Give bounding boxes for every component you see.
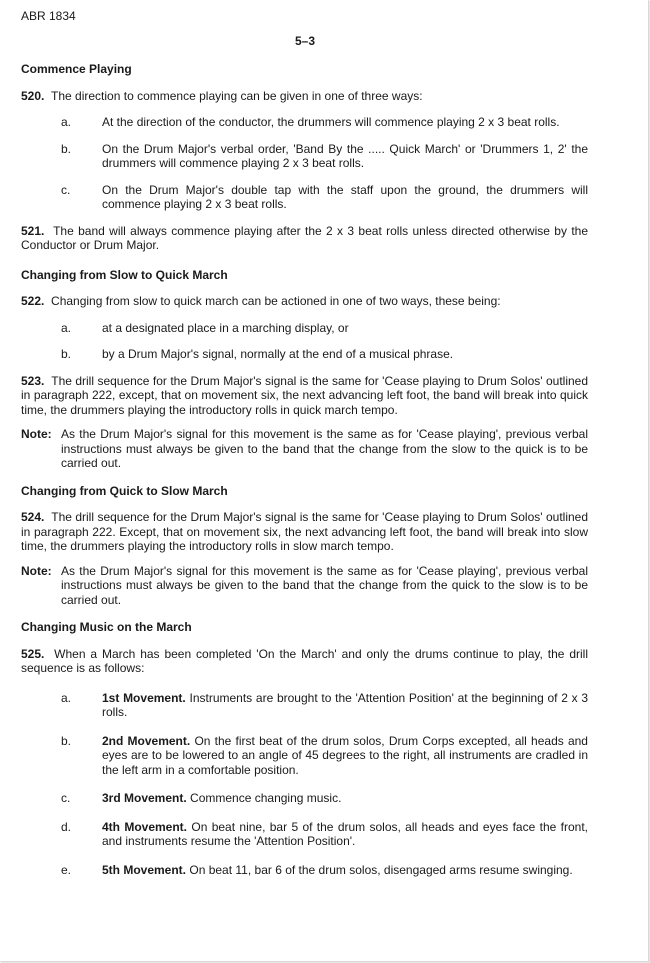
paragraph-number: 525. xyxy=(21,646,45,661)
movement-text: On the first beat of the drum solos, Drum Corps excepted, all heads and eyes are to be lowered to an angle of 45 degrees to the right, all instruments are cradled in the left arm in a comfortable position. xyxy=(102,733,588,777)
movement-title: 4th Movement. xyxy=(102,819,188,834)
paragraph-text: The band will always commence playing after the 2 x 3 beat rolls unless directed otherwise by the Conductor or Drum Major. xyxy=(21,223,588,252)
list-item-text: On the Drum Major's double tap with the staff upon the ground, the drummers will commence playing 2 x 3 beat rolls. xyxy=(102,182,588,211)
paragraph-text: Changing from slow to quick march can be actioned in one of two ways, these being: xyxy=(51,294,501,308)
paragraph-524 xyxy=(21,510,588,554)
list-item-text: On the Drum Major's verbal order, 'Band By the ..... Quick March' or 'Drummers 1, 2' the drummers will commence playing 2 x 3 beat rolls. xyxy=(102,141,588,170)
movement-text: On beat nine, bar 5 of the drum solos, all heads and eyes face the front, and instruments resume the 'Attention Position'. xyxy=(102,819,588,848)
list-item-text: by a Drum Major's signal, normally at the end of a musical phrase. xyxy=(102,347,454,361)
paragraph-523 xyxy=(21,374,588,418)
list-item-text: At the direction of the conductor, the drummers will commence playing 2 x 3 beat rolls. xyxy=(102,115,560,129)
paragraph-text: The drill sequence for the Drum Major's signal is the same for 'Cease playing to Drum Solos' outlined in paragraph 222. Except, that on movement six, the next advancing left foot, the band will break into slow time, the drummers playing the introductory rolls in slow march tempo. xyxy=(21,510,589,553)
note-text: As the Drum Major's signal for this movement is the same as for 'Cease playing', previous verbal instructions must always be given to the band that the change from the slow to the quick is to be carried out. xyxy=(61,427,588,470)
list-item-label: b. xyxy=(61,141,72,156)
list-item-label: c. xyxy=(61,182,71,197)
list-item-label: b. xyxy=(61,347,72,361)
list-item xyxy=(61,115,588,130)
list-item xyxy=(61,347,588,362)
paragraph-525 xyxy=(21,647,588,676)
movement-title: 5th Movement. xyxy=(102,862,187,877)
note-text: As the Drum Major's signal for this movement is the same as for 'Cease playing', previous verbal instructions must always be given to the band that the change from the quick to the slow is to be carried out. xyxy=(61,563,588,607)
page-content xyxy=(21,59,588,877)
list-item-text: at a designated place in a marching display, or xyxy=(102,320,349,335)
movement-item xyxy=(61,863,588,878)
note-label: Note: xyxy=(21,427,52,441)
list-item-label: a. xyxy=(61,690,72,705)
note-quick-to-slow xyxy=(21,564,588,608)
paragraph-number: 522. xyxy=(21,294,45,308)
list-item-label: b. xyxy=(61,733,72,748)
movement-item xyxy=(61,791,588,806)
paragraph-number: 521. xyxy=(21,223,45,238)
paragraph-text: The drill sequence for the Drum Major's signal is the same for 'Cease playing to Drum Solos' outlined in paragraph 222, except, that on movement six, the next advancing left foot, the band will break into quick time, the drummers playing the introductory rolls in quick march tempo. xyxy=(21,373,589,417)
movement-text: On beat 11, bar 6 of the drum solos, disengaged arms resume swinging. xyxy=(189,862,573,877)
movement-text: Instruments are brought to the 'Attention Position' at the beginning of 2 x 3 rolls. xyxy=(102,690,589,719)
list-item-label: d. xyxy=(61,819,72,834)
list-item xyxy=(61,142,588,171)
list-item-label: c. xyxy=(61,791,71,805)
section-heading-slow-to-quick: Changing from Slow to Quick March xyxy=(21,267,228,282)
paragraph-number: 523. xyxy=(21,373,45,388)
paragraph-text: The direction to commence playing can be given in one of three ways: xyxy=(51,88,423,103)
document-reference: ABR 1834 xyxy=(21,9,76,23)
movement-item xyxy=(61,820,588,849)
paragraph-number: 520. xyxy=(21,88,45,103)
note-label: Note: xyxy=(21,563,52,578)
movement-item xyxy=(61,691,588,720)
movement-text: Commence changing music. xyxy=(190,791,342,805)
movement-title: 2nd Movement. xyxy=(102,733,191,748)
paragraph-521 xyxy=(21,224,588,253)
list-item xyxy=(61,321,588,336)
section-heading-quick-to-slow: Changing from Quick to Slow March xyxy=(21,483,228,498)
movement-item xyxy=(61,734,588,778)
movement-title: 1st Movement. xyxy=(102,690,186,705)
page-number: 5–3 xyxy=(294,34,316,48)
paragraph-520 xyxy=(21,89,588,104)
list-item-label: a. xyxy=(61,320,72,335)
list-item xyxy=(61,183,588,212)
list-item-label: a. xyxy=(61,115,72,129)
movement-title: 3rd Movement. xyxy=(102,791,187,805)
paragraph-number: 524. xyxy=(21,510,45,524)
paragraph-text: When a March has been completed 'On the March' and only the drums continue to play, the drill sequence is as follows: xyxy=(21,646,588,675)
section-heading-changing-music: Changing Music on the March xyxy=(21,620,192,634)
note-slow-to-quick xyxy=(21,427,588,471)
section-heading-commence-playing: Commence Playing xyxy=(21,62,132,76)
paragraph-522 xyxy=(21,294,588,309)
list-item-label: e. xyxy=(61,862,72,877)
